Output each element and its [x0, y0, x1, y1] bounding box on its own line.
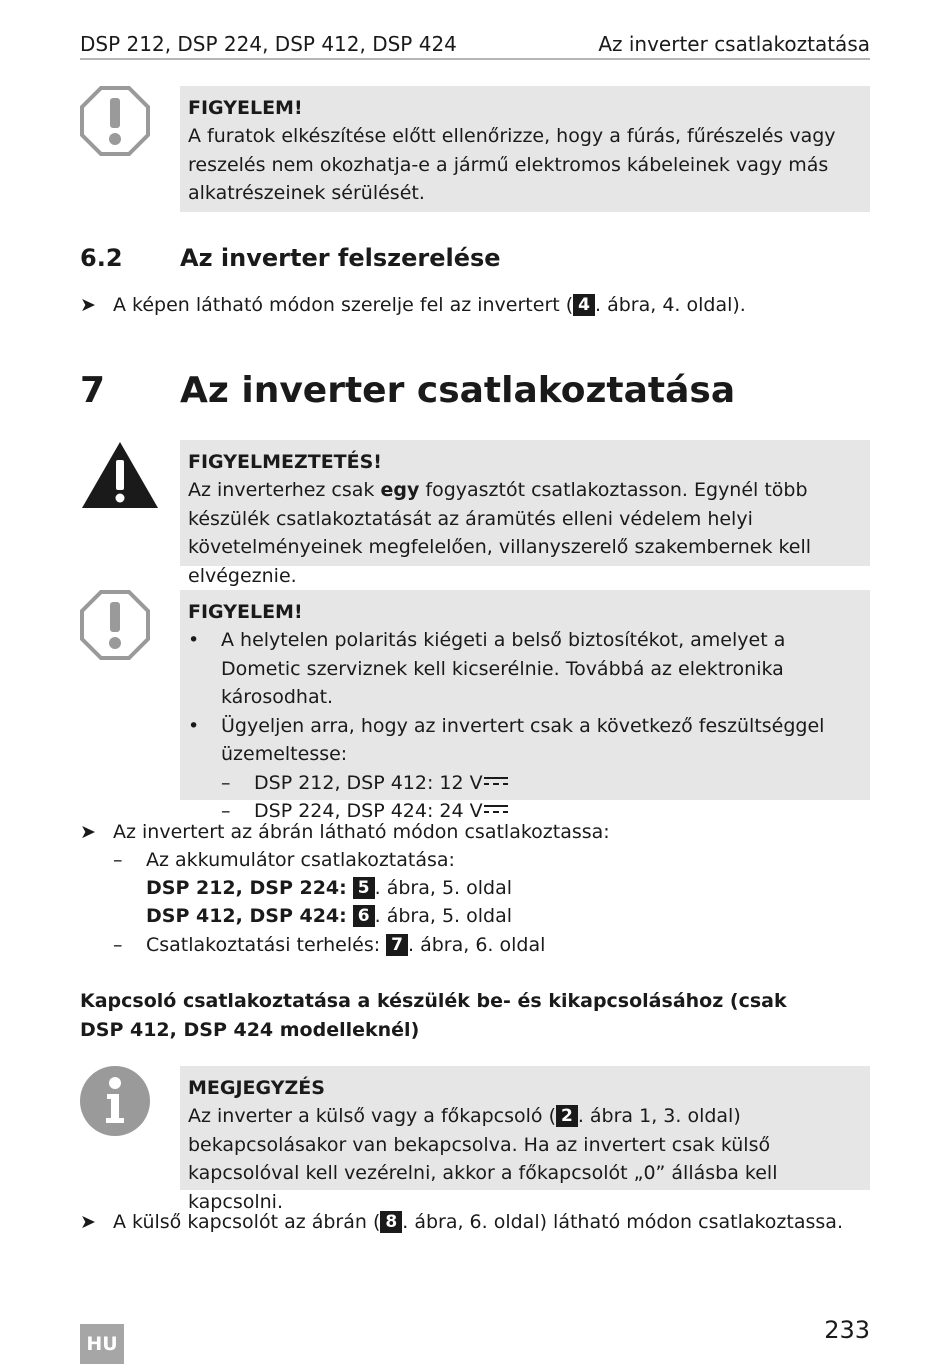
voltage-item: – DSP 212, DSP 412: 12 V — [221, 769, 862, 798]
arrow-right-icon: ➤ — [80, 821, 96, 843]
dc-symbol-icon — [484, 804, 508, 816]
triangle-warning-icon — [80, 440, 160, 510]
note-title: MEGJEGYZÉS — [188, 1077, 325, 1099]
warning-body — [188, 476, 862, 590]
warning-text: Az inverterhez csak — [188, 479, 381, 501]
notice-bullet-list — [188, 626, 862, 769]
figure-ref: 2 — [556, 1105, 578, 1127]
octagon-exclamation-icon — [80, 590, 150, 660]
caution-notice-polarity — [180, 590, 870, 822]
figure-ref: 7 — [386, 934, 408, 956]
list-item: • Ügyeljen arra, hogy az invertert csak a következő feszültséggel üzemeltesse: — [188, 714, 825, 765]
step-text-end: . ábra, 4. oldal). — [595, 294, 746, 316]
info-circle-icon — [80, 1066, 150, 1136]
step-text: Az invertert az ábrán látható módon csatlakoztassa: — [113, 821, 610, 843]
subsection-heading: Kapcsoló csatlakoztatása a készülék be- és kikapcsolásához (csak DSP 412, DSP 424 modelleknél) — [80, 990, 787, 1041]
chapter-title: Az inverter csatlakoztatása — [180, 370, 736, 411]
figure-ref: 5 — [353, 877, 375, 899]
chapter-number: 7 — [80, 370, 106, 411]
notice-body: A furatok elkészítése előtt ellenőrizze, hogy a fúrás, fűrészelés vagy reszelés nem okozhatja-e a jármű elektromos kábeleinek vagy más alkatrészeinek sérülését. — [188, 125, 836, 204]
dc-symbol-icon — [484, 776, 508, 788]
page-header — [80, 30, 870, 60]
section-title: Az inverter felszerelése — [180, 244, 501, 272]
header-section: Az inverter csatlakoztatása — [598, 32, 870, 56]
section-number: 6.2 — [80, 244, 123, 272]
arrow-right-icon: ➤ — [80, 294, 96, 316]
step-text: A képen látható módon szerelje fel az invertert ( — [113, 294, 574, 316]
arrow-right-icon: ➤ — [80, 1211, 96, 1233]
warning-notice — [180, 440, 870, 587]
warning-emphasis: egy — [380, 479, 420, 501]
page-number: 233 — [824, 1316, 870, 1344]
note-body: Az inverter a külső vagy a főkapcsoló ( 2 . ábra 1, 3. oldal) bekapcsolásakor van bekapcsolva. Ha az invertert csak külső kapcsolóval kell vezérelni, akkor a főkapcsolót „0” állásba kell kapcsolni. — [188, 1105, 778, 1213]
info-note — [180, 1066, 870, 1213]
list-item: • A helytelen polaritás kiégeti a belső biztosítékot, amelyet a Dometic szerviznek kell kicserélnie. Továbbá az elektronika károsodhat. — [188, 629, 786, 708]
language-badge: HU — [80, 1324, 124, 1364]
warning-title: FIGYELMEZTETÉS! — [188, 451, 382, 473]
voltage-item: – DSP 224, DSP 424: 24 V — [221, 797, 862, 826]
warning-text-end: fogyasztót csatlakoztasson. Egynél több készülék csatlakoztatását az áramütés elleni védelem helyi követelményeinek megfelelően, villanyszerelő szakembernek kell elvégeznie. — [188, 479, 812, 587]
figure-ref: 6 — [353, 905, 375, 927]
figure-ref: 8 — [380, 1211, 402, 1233]
notice-title: FIGYELEM! — [188, 97, 303, 119]
notice-title: FIGYELEM! — [188, 601, 303, 623]
caution-notice — [180, 86, 870, 212]
figure-ref: 4 — [573, 294, 595, 316]
octagon-exclamation-icon — [80, 86, 150, 156]
header-models: DSP 212, DSP 224, DSP 412, DSP 424 — [80, 32, 457, 56]
